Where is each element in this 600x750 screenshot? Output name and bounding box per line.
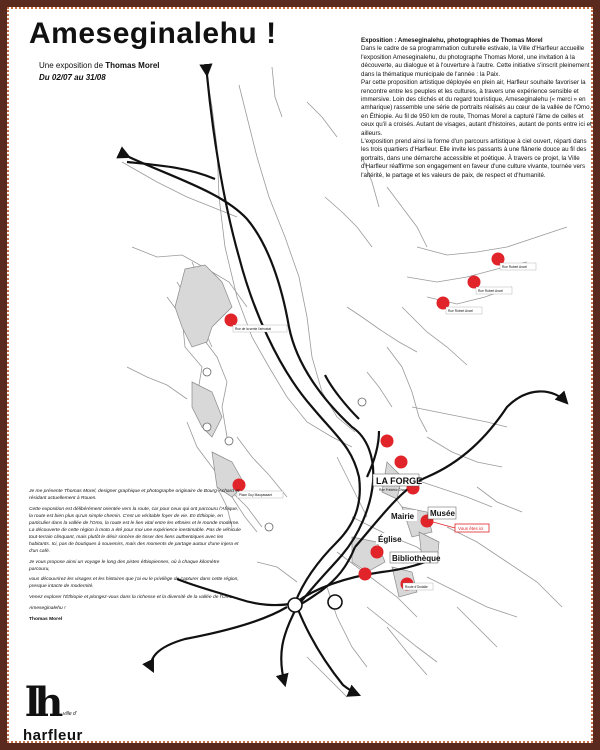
poi-eglise[interactable]: Église: [378, 535, 402, 544]
poi-mairie[interactable]: Mairie: [391, 512, 415, 521]
stop-marker[interactable]: [359, 568, 372, 581]
road-junction-rings: [288, 595, 342, 612]
poi-musee[interactable]: Musée: [430, 509, 455, 518]
description-p3: L'exposition prend ainsi la forme d'un parcours artistique à ciel ouvert, réparti dans les trois quartiers d'Harfleur. Elle invite les passants à une flânerie douce au fil des portraits, dans une démarche accessible et poétique. À travers ce projet, la Ville d'Harfleur réaffirme son engagement en faveur d'une culture vivante, tournée vers l'altérité, le partage et les valeurs de paix, de respect et d'humanité.: [361, 138, 587, 179]
exhibition-dates: Du 02/07 au 31/08: [39, 73, 106, 82]
subtitle-prefix: Une exposition de: [39, 61, 106, 70]
stop-label: Place Guy Maupassant: [239, 493, 272, 497]
you-are-here: Vous êtes ici: [458, 526, 484, 531]
statement-signature: Thomas Morel: [29, 617, 63, 623]
stop-label: Rue Robert Ancel: [478, 289, 503, 293]
statement-p2: Cette exposition est délibérément orientée vers la route, car pour ceux qui ont parcouru l'Afrique, la route est bien plus qu'un simple chemin. C'est un véritable foyer de vie. En Éthiopie, en particulier dans la vallée de l'Omo, la route est le lien vital entre les ethnies et le monde moderne. La découverte de cette région à moto a été pour moi une expérience inestimable. Pas de véhicule tout-terrain clinquant, mais plutôt le désir sincère de tisser des liens authentiques avec les habitants. Ici, pas de boutiques à souvenirs, mais des moments de partage autour d'une injera et d'un café.: [29, 506, 241, 554]
exhibition-description: [361, 37, 593, 180]
statement-p1: Je me présente Thomas Morel, designer graphique et photographe originaire de Bourg-Achard et résidant actuellement à Rouen.: [29, 489, 240, 501]
stop-label: Rue de la sente l'aérostat: [235, 327, 272, 331]
poi-la-forge[interactable]: LA FORGE: [376, 476, 423, 486]
page-title: Ameseginalehu !: [29, 17, 277, 50]
statement-p4: vous découvrirez les visages et les histoires que j'ai eu le privilège de capturer dans cette région, presque intacte de modernité.: [29, 577, 239, 590]
stop-marker[interactable]: [395, 456, 408, 469]
stop-label: Rue Robert Ancel: [448, 309, 473, 313]
statement-p6: Ameseginalehu !: [29, 606, 66, 612]
logo-name: harfleur: [23, 727, 83, 744]
logo-mark: lh: [25, 679, 58, 726]
la-forge-street: Rue Frédéric Chopin: [379, 488, 409, 492]
poi-bibliotheque[interactable]: Bibliothèque: [392, 554, 441, 563]
description-p2: Par cette proposition artistique déployée en plein air, Harfleur souhaite favoriser la rencontre entre les peuples et les cultures, à travers une expérience sensible et immersive. Loin des clichés et du regard touristique, Ameseginalehu (« merci » en amharique) rassemble une série de portraits réalisés au cœur de la vallée de l'Omo, en Éthiopie. Au fil de 950 km de route, Thomas Morel a capturé l'âme de celles et ceux qu'il a croisés. Autant de visages, autant d'histoires, autant de ponts entre ici et ailleurs.: [361, 79, 592, 137]
stop-marker[interactable]: [468, 276, 481, 289]
description-heading: Exposition : Ameseginalehu, photographies de Thomas Morel: [361, 37, 543, 44]
statement-p3: Je vous propose ainsi un voyage le long des pistes éthiopiennes, où à chaque kilomètre parcouru,: [29, 559, 220, 572]
subtitle-author: Thomas Morel: [105, 61, 160, 70]
photographer-statement: [29, 489, 241, 628]
statement-p5: Venez explorer l'Éthiopie et plongez-vous dans la richesse et la diversité de la vallée de l'Omo.: [29, 595, 234, 601]
harfleur-logo: [21, 679, 101, 749]
description-p1: Dans le cadre de sa programmation culturelle estivale, la Ville d'Harfleur accueille l'exposition Ameseginalehu, du photographe Thomas Morel, une invitation à la découverte, au dialogue et à l'ouverture à l'autre. Cette initiative s'inscrit pleinement dans la thématique municipale de l'année : la Paix.: [361, 45, 590, 78]
stop-marker[interactable]: [381, 435, 394, 448]
stop-label: Route d'Oudalle: [405, 585, 428, 589]
stop-marker[interactable]: [225, 314, 238, 327]
stop-marker[interactable]: [371, 546, 384, 559]
logo-small-text: ville d': [63, 711, 77, 717]
you-are-here-pointer: [433, 522, 455, 528]
stop-label: Rue Robert Ancel: [502, 265, 527, 269]
